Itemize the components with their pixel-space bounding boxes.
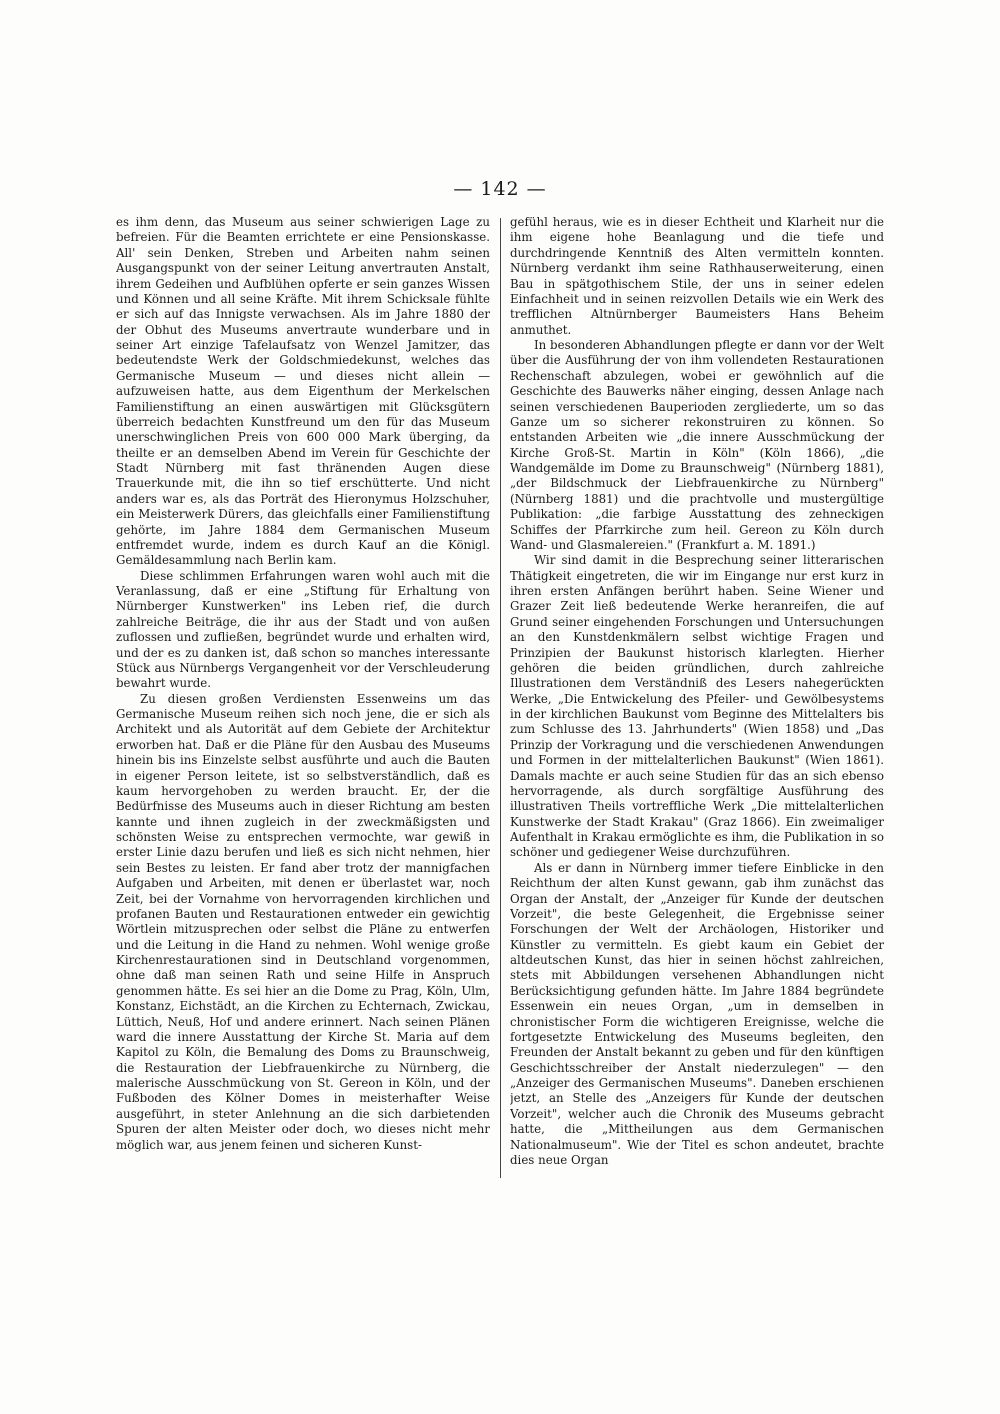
right-paragraph-1: gefühl heraus, wie es in dieser Echtheit und Klarheit nur die ihm eigene hohe Beanlagung und die tiefe und durchdringende Kenntniß des Alten vermitteln konnten. Nürnberg verdankt ihm seine Rathhauserweiterung, einen Bau in spätgothischem Stile, der uns in seiner edelen Einfachheit und in seinen reizvollen Details wie ein Werk des trefflichen Altnürnberger Baumeisters Hans Beheim anmuthet.	[510, 215, 884, 337]
column-divider	[500, 218, 501, 1178]
left-paragraph-3: Zu diesen großen Verdiensten Essenweins um das Germanische Museum reihen sich noch jene, die er sich als Architekt und als Autorität auf dem Gebiete der Architektur erworben hat. Daß er die Pläne für den Ausbau des Museums hinein bis ins Einzelste selbst ausführte und auch die Bauten in eigener Person leitete, ist so selbstverständlich, daß es kaum hervorgehoben zu werden braucht. Er, der die Bedürfnisse des Museums auch in dieser Richtung am besten kannte und ihnen zugleich in der zweckmäßigsten und schönsten Weise zu entsprechen vermochte, war gewiß in erster Linie dazu berufen und ließ es sich nicht nehmen, hier sein Bestes zu leisten. Er fand aber trotz der mannigfachen Aufgaben und Arbeiten, mit denen er überlastet war, noch Zeit, bei der Vornahme von hervorragenden kirchlichen und profanen Bauten und Restaurationen entweder ein gewichtig Wörtlein mitzusprechen oder selbst die Pläne zu entwerfen und die Leitung in die Hand zu nehmen. Wohl wenige große Kirchenrestaurationen sind in Deutschland vorgenommen, ohne daß man seinen Rath und seine Hilfe in Anspruch genommen hätte. Es sei hier an die Dome zu Prag, Köln, Ulm, Konstanz, Eichstädt, an die Kirchen zu Echternach, Zwickau, Lüttich, Neuß, Hof und andere erinnert. Nach seinen Plänen ward die innere Ausstattung der Kirche St. Maria auf dem Kapitol zu Köln, die Bemalung des Doms zu Braunschweig, die Restauration der Liebfrauenkirche zu Nürnberg, die malerische Ausschmückung von St. Gereon in Köln, und der Fußboden des Kölner Domes in meisterhafter Weise ausgeführt, in steter Anlehnung an die sich darbietenden Spuren der alten Meister oder doch, wo dieses nicht mehr möglich war, aus jenem feinen und sicheren Kunst-	[116, 691, 490, 1152]
right-paragraph-4: Als er dann in Nürnberg immer tiefere Einblicke in den Reichthum der alten Kunst gewann, gab ihm zunächst das Organ der Anstalt, der „Anzeiger für Kunde der deutschen Vorzeit", die beste Gelegenheit, die Ergebnisse seiner Forschungen der Welt der Archäologen, Historiker und Künstler zu vermitteln. Es giebt kaum ein Gebiet der altdeutschen Kunst, das hier in seinen höchst zahlreichen, stets mit Abbildungen versehenen Abhandlungen nicht Berücksichtigung gefunden hätte. Im Jahre 1884 begründete Essenwein ein neues Organ, „um in demselben in chronistischer Form die wichtigeren Ereignisse, welche die fortgesetzte Entwickelung des Museums begleiten, den Freunden der Anstalt bekannt zu geben und für den künftigen Geschichtsschreiber der Anstalt niederzulegen" — den „Anzeiger des Germanischen Museums". Daneben erschienen jetzt, an Stelle des „Anzeigers für Kunde der deutschen Vorzeit", welcher auch die Chronik des Museums gebracht hatte, die „Mittheilungen aus dem Germanischen Nationalmuseum". Wie der Titel es schon andeutet, brachte dies neue Organ	[510, 860, 884, 1167]
right-paragraph-3: Wir sind damit in die Besprechung seiner litterarischen Thätigkeit eingetreten, die wir im Eingange nur erst kurz in ihren ersten Anfängen berührt haben. Seine Wiener und Grazer Zeit ließ bedeutende Werke heranreifen, die auf Grund seiner eingehenden Forschungen und Untersuchungen an den Kunstdenkmälern selbst wichtige Fragen und Prinzipien der Baukunst historisch klarlegten. Hierher gehören die beiden gründlichen, durch zahlreiche Illustrationen dem Verständniß des Lesers nahegerückten Werke, „Die Entwickelung des Pfeiler- und Gewölbesystems in der kirchlichen Baukunst vom Beginne des Mittelalters bis zum Schlusse des 13. Jahrhunderts" (Wien 1858) und „Das Prinzip der Vorkragung und die verschiedenen Anwendungen und Formen in der mittelalterlichen Baukunst" (Wien 1861). Damals machte er auch seine Studien für das an sich ebenso hervorragende, als durch sorgfältige Ausführung des illustrativen Theils vortreffliche Werk „Die mittelalterlichen Kunstwerke der Stadt Krakau" (Graz 1866). Ein zweimaliger Aufenthalt in Krakau ermöglichte es ihm, die Publikation in so schöner und gediegener Weise durchzuführen.	[510, 553, 884, 860]
left-paragraph-1: es ihm denn, das Museum aus seiner schwierigen Lage zu befreien. Für die Beamten errichtete er eine Pensionskasse. All' sein Denken, Streben und Arbeiten nahm seinen Ausgangspunkt von der seiner Leitung anvertrauten Anstalt, ihrem Gedeihen und Aufblühen opferte er sein ganzes Wissen und Können und all seine Kräfte. Mit ihrem Schicksale fühlte er sich auf das Innigste verwachsen. Als im Jahre 1880 der der Obhut des Museums anvertraute wunderbare und in seiner Art einzige Tafelaufsatz von Wenzel Jamitzer, das bedeutendste Werk der Goldschmiedekunst, welches das Germanische Museum — und dieses nicht allein — aufzuweisen hatte, aus dem Eigenthum der Merkelschen Familienstiftung an einen auswärtigen mit Glücksgütern überreich bedachten Kunstfreund um den für das Museum unerschwinglichen Preis von 600 000 Mark überging, da theilte er an demselben Abend im Verein für Geschichte der Stadt Nürnberg mit fast thränenden Augen diese Trauerkunde mit, die ihn so tief erschütterte. Und nicht anders war es, als das Porträt des Hieronymus Holzschuher, ein Meisterwerk Dürers, das gleichfalls einer Familienstiftung gehörte, im Jahre 1884 dem Germanischen Museum entfremdet wurde, indem es durch Kauf an die Königl. Gemäldesammlung nach Berlin kam.	[116, 215, 490, 568]
left-column	[116, 215, 490, 1185]
right-paragraph-2: In besonderen Abhandlungen pflegte er dann vor der Welt über die Ausführung der von ihm vollendeten Restaurationen Rechenschaft abzulegen, wobei er gewöhnlich auf die Geschichte des Bauwerks näher einging, dessen Anlage nach seinen verschiedenen Bauperioden zergliederte, um so das Ganze um so sicherer rekonstruiren zu können. So entstanden Arbeiten wie „die innere Ausschmückung der Kirche Groß-St. Martin in Köln" (Köln 1866), „die Wandgemälde im Dome zu Braunschweig" (Nürnberg 1881), „der Bildschmuck der Liebfrauenkirche zu Nürnberg" (Nürnberg 1881) und die prachtvolle und mustergültige Publikation: „die farbige Ausstattung des zehneckigen Schiffes der Pfarrkirche zum heil. Gereon zu Köln durch Wand- und Glasmalereien." (Frankfurt a. M. 1891.)	[510, 338, 884, 552]
right-column	[510, 215, 884, 1185]
left-paragraph-2: Diese schlimmen Erfahrungen waren wohl auch mit die Veranlassung, daß er eine „Stiftung für Erhaltung von Nürnberger Kunstwerken" ins Leben rief, die durch zahlreiche Beiträge, die ihr aus der Stadt und von außen zuflossen und zufließen, begründet wurde und erhalten wird, und der es zu danken ist, daß schon so manches interessante Stück aus Nürnbergs Vergangenheit vor der Verschleuderung bewahrt wurde.	[116, 568, 490, 691]
page-number: — 142 —	[453, 178, 547, 200]
